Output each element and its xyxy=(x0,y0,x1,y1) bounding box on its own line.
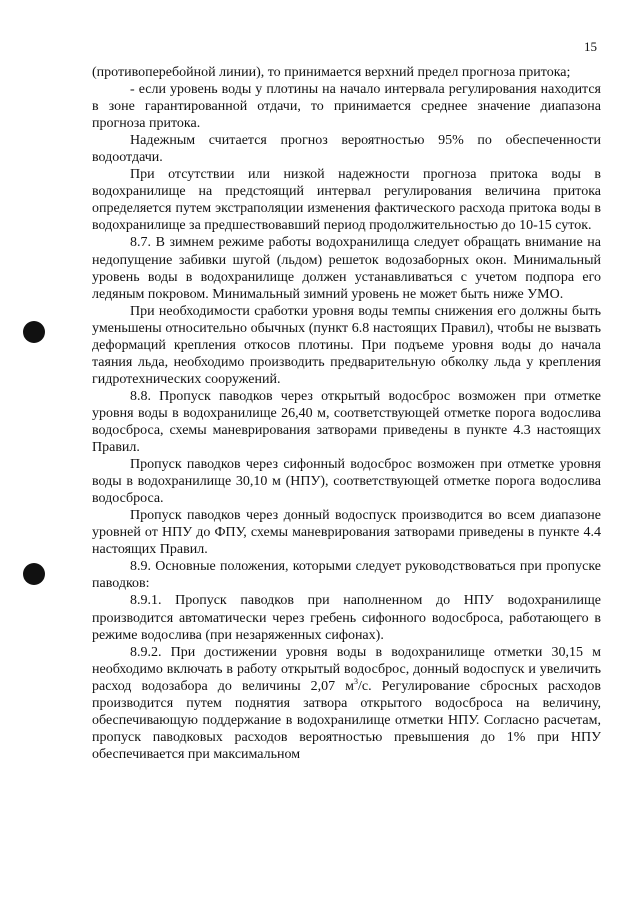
paragraph: При необходимости сработки уровня воды темпы снижения его должны быть уменьшены относительно обычных (пункт 6.8 настоящих Правил), чтобы не вызвать деформаций крепления откосов плотины. При подъеме уровня воды до начала таяния льда, необходимо производить предварительную обколку льда у крепления гидротехнических сооружений. xyxy=(92,303,601,387)
paragraph xyxy=(92,644,601,763)
paragraph: 8.8. Пропуск паводков через открытый водосброс возможен при отметке уровня воды в водохранилище 26,40 м, соответствующей отметке порога водослива водосброса, схемы маневрирования затворами приведены в пункте 4.3 настоящих Правил. xyxy=(92,388,601,456)
punch-hole xyxy=(23,321,45,343)
paragraph: 8.9.1. Пропуск паводков при наполненном до НПУ водохранилище производится автоматически через гребень сифонного водосброса, работающего в режиме водослива (при незаряженных сифонах). xyxy=(92,593,601,643)
paragraph: Пропуск паводков через сифонный водосброс возможен при отметке уровня воды в водохранилище 30,10 м (НПУ), соответствующей отметке порога водослива водосброса. xyxy=(92,457,601,507)
paragraph-text: /с. Регулирование сбросных расходов производится путем поднятия затвора открытого водосброса на величину, обеспечивающую поддержание в водохранилище отметки НПУ. Согласно расчетам, пропуск паводковых расходов вероятностью превышения до 1% при НПУ обеспечивается при максимальном xyxy=(92,678,601,762)
paragraph: 8.7. В зимнем режиме работы водохранилища следует обращать внимание на недопущение забивки шугой (льдом) решеток водозаборных окон. Минимальный уровень воды в водохранилище должен устанавливаться с учетом подпора его ледяным покровом. Минимальный зимний уровень не может быть ниже УМО. xyxy=(92,235,601,302)
paragraph-text: 8.9.2. При достижении уровня воды в водохранилище отметки 30,15 м необходимо включать в работу открытый водосброс, донный водоспуск и увеличить расход водозабора до величины 2,07 м xyxy=(92,644,601,694)
page-number: 15 xyxy=(584,39,597,54)
superscript: 3 xyxy=(354,676,359,686)
body-text xyxy=(92,64,601,763)
paragraph: Пропуск паводков через донный водоспуск производится во всем диапазоне уровней от НПУ до ФПУ, схемы маневрирования затворами приведены в пункте 4.4 настоящих Правил. xyxy=(92,508,601,558)
paragraph: - если уровень воды у плотины на начало интервала регулирования находится в зоне гарантированной отдачи, то принимается среднее значение диапазона прогноза притока. xyxy=(92,82,601,132)
paragraph: (противоперебойной линии), то принимается верхний предел прогноза притока; xyxy=(92,65,571,80)
punch-hole xyxy=(23,563,45,585)
paragraph: 8.9. Основные положения, которыми следует руководствоваться при пропуске паводков: xyxy=(92,559,601,592)
paragraph: Надежным считается прогноз вероятностью 95% по обеспеченности водоотдачи. xyxy=(92,133,601,166)
paragraph: При отсутствии или низкой надежности прогноза притока воды в водохранилище на предстоящий интервал регулирования величина притока определяется путем экстраполяции изменения фактического расхода притока воды в водохранилище за предшествовавший период продолжительностью до 10-15 суток. xyxy=(92,167,601,234)
